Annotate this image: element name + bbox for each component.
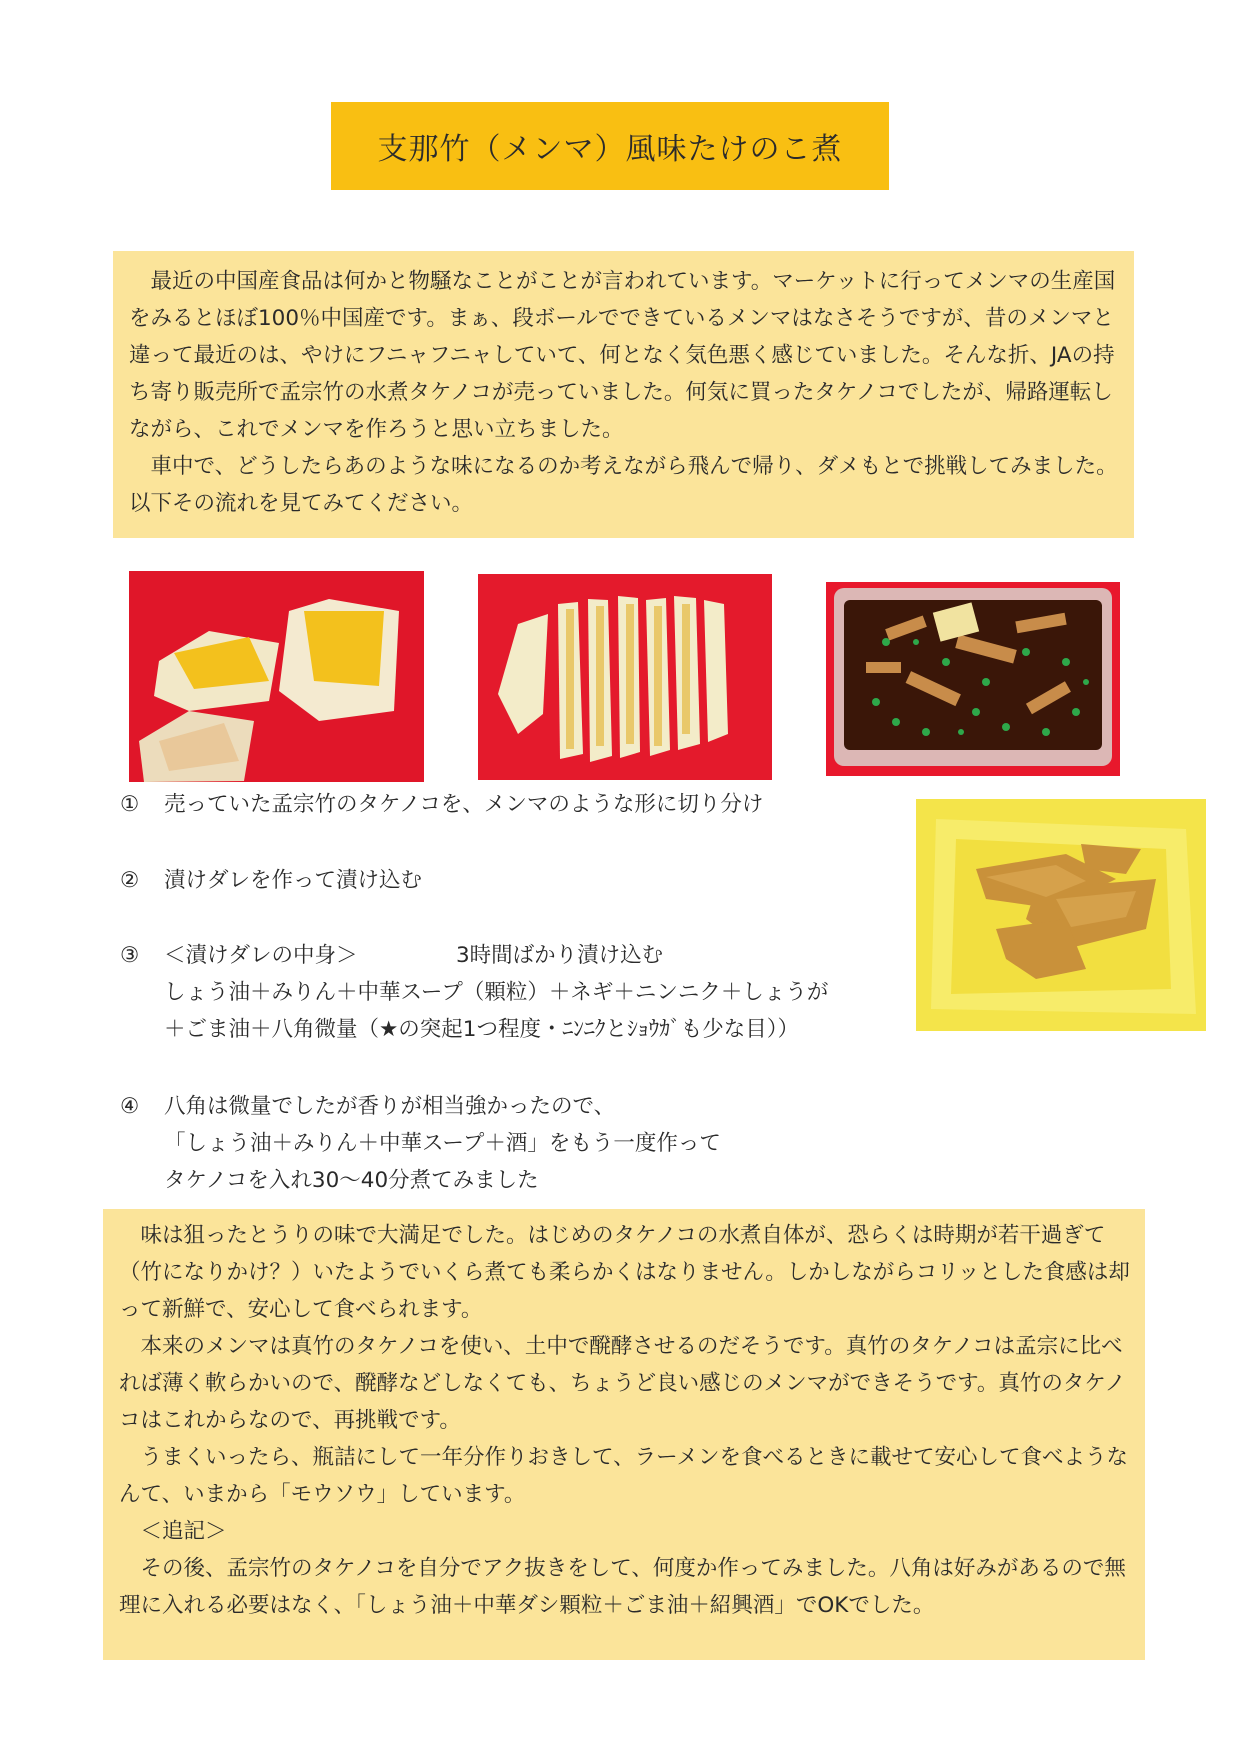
- step-number: ③: [120, 943, 140, 968]
- postscript-heading: ＜追記＞: [119, 1519, 227, 1544]
- outro-paragraph-4: その後、孟宗竹のタケノコを自分でアク抜きをして、何度か作ってみました。八角は好みがあるので無理に入れる必要はなく、「しょう油＋中華ダシ顆粒＋ごま油＋紹興酒」でOKでした。: [119, 1556, 1126, 1618]
- step-number: ④: [120, 1094, 140, 1119]
- photo-cut-strips: [478, 574, 772, 780]
- step-text: 売っていた孟宗竹のタケノコを、メンマのような形に切り分け: [164, 792, 764, 817]
- step-number: ①: [120, 792, 140, 817]
- intro-paragraph-1: 最近の中国産食品は何かと物騒なことがことが言われています。マーケットに行ってメンマの生産国をみるとほぼ100％中国産です。まぁ、段ボールでできているメンマはなさそうですが、昔のメンマと違って最近のは、やけにフニャフニャしていて、何となく気色悪く感じていました。そんな折、JAの持ち寄り販売所で孟宗竹の水煮タケノコが売っていました。何気に買ったタケノコでしたが、帰路運転しながら、これでメンマを作ろうと思い立ちました。: [129, 269, 1116, 442]
- photo-marinating: [826, 582, 1120, 776]
- step-text: ＋ごま油＋八角微量（★の突起1つ程度・ﾆﾝﾆｸとｼｮｳｶﾞも少な目））: [164, 1017, 799, 1042]
- intro-paragraph-2: 車中で、どうしたらあのような味になるのか考えながら飛んで帰り、ダメもとで挑戦してみました。以下その流れを見てみてください。: [129, 454, 1118, 516]
- page-title: [331, 102, 889, 190]
- step-text: 漬けダレを作って漬け込む: [164, 868, 423, 893]
- step-text: 八角は微量でしたが香りが相当強かったので、: [164, 1094, 616, 1119]
- outro-paragraph-3: うまくいったら、瓶詰にして一年分作りおきして、ラーメンを食べるときに載せて安心して食べようなんて、いまから「モウソウ」しています。: [119, 1445, 1129, 1507]
- soak-note: 3時間ばかり漬け込む: [456, 943, 664, 968]
- step-text: タケノコを入れ30～40分煮てみました: [164, 1168, 539, 1193]
- photo-finished-menma: [916, 799, 1206, 1031]
- step-text: 「しょう油＋みりん＋中華スープ＋酒」をもう一度作って: [164, 1131, 721, 1156]
- step-heading: ＜漬けダレの中身＞: [164, 943, 358, 968]
- intro-note: [113, 251, 1134, 538]
- outro-paragraph-1: 味は狙ったとうりの味で大満足でした。はじめのタケノコの水煮自体が、恐らくは時期が若干過ぎて（竹になりかけ？）いたようでいくら煮ても柔らかくはなりません。しかしながらコリッとした食感は却って新鮮で、安心して食べられます。: [119, 1223, 1130, 1322]
- outro-note: [103, 1209, 1145, 1660]
- outro-paragraph-2: 本来のメンマは真竹のタケノコを使い、土中で醗酵させるのだそうです。真竹のタケノコは孟宗に比べれば薄く軟らかいので、醗酵などしなくても、ちょうど良い感じのメンマができそうです。真竹のタケノコはこれからなので、再挑戦です。: [119, 1334, 1126, 1433]
- step-text: しょう油＋みりん＋中華スープ（顆粒）＋ネギ＋ニンニク＋しょうが: [164, 980, 829, 1005]
- photo-bamboo-shoots: [129, 571, 424, 782]
- step-number: ②: [120, 868, 140, 893]
- page-title-text: 支那竹（メンマ）風味たけのこ煮: [377, 132, 843, 167]
